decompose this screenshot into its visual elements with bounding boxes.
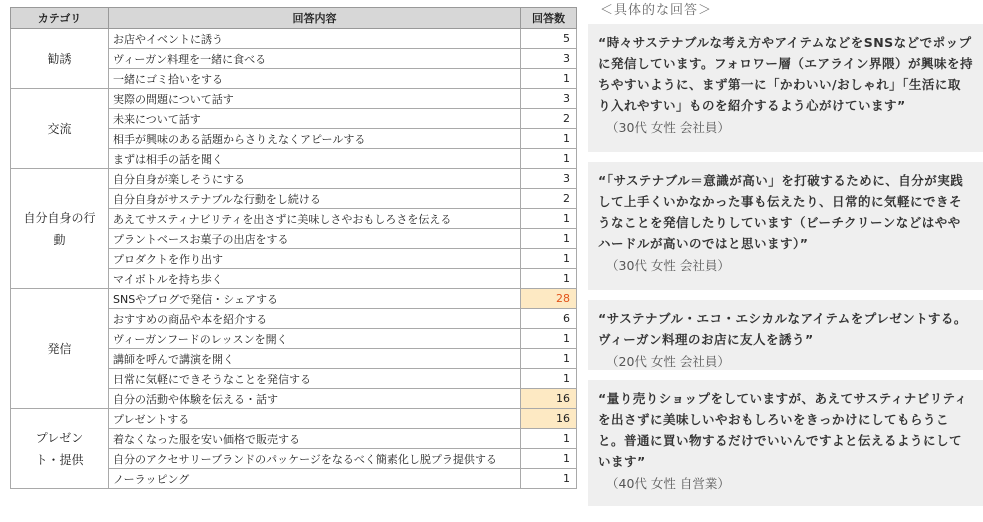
table-row: [11, 89, 577, 109]
answer-cell: お店やイベントに誘う: [109, 29, 521, 49]
answer-cell: ヴィーガン料理を一緒に食べる: [109, 49, 521, 69]
count-cell: 1: [521, 129, 577, 149]
quote-text: “量り売りショップをしていますが、あえてサスティナビリティを出さずに美味しいやおもしろいをきっかけにしてもらうこと。普通に買い物するだけでいいんですよと伝えるようにしています”: [598, 391, 968, 469]
table-row: [11, 289, 577, 309]
answer-cell: 相手が興味のある話題からさりえなくアピールする: [109, 129, 521, 149]
category-cell: プレゼント・提供: [11, 409, 109, 489]
quote-text: “時々サステナブルな考え方やアイテムなどをSNSなどでポップに発信しています。フォロワー層（エアライン界隈）が興味を持ちやすいように、まず第一に「かわいい/おしゃれ」「生活に取り入れやすい」ものを紹介するよう心がけています”: [598, 35, 974, 113]
answer-cell: プレゼントする: [109, 409, 521, 429]
answer-cell: 自分のアクセサリーブランドのパッケージをなるべく簡素化し脱プラ提供する: [109, 449, 521, 469]
count-cell: 1: [521, 209, 577, 229]
count-cell-highlight: 16: [521, 409, 577, 429]
quote-text: “「サステナブル＝意識が高い」を打破するために、自分が実践して上手くいかなかった事も伝えたり、日常的に気軽にできそうなことを発信したりしています（ビーチクリーンなどはややハードルが高いのではと思います）”: [598, 173, 964, 251]
count-cell-highlight: 28: [521, 289, 577, 309]
survey-table: [10, 7, 577, 489]
count-cell: 1: [521, 369, 577, 389]
answer-cell: SNSやブログで発信・シェアする: [109, 289, 521, 309]
count-cell: 1: [521, 69, 577, 89]
category-cell: 自分自身の行動: [11, 169, 109, 289]
answer-cell: 自分の活動や体験を伝える・話す: [109, 389, 521, 409]
quote-attribution: （30代 女性 会社員）: [606, 120, 730, 135]
category-cell: 勧誘: [11, 29, 109, 89]
answer-cell: 講師を呼んで講演を開く: [109, 349, 521, 369]
count-cell: 1: [521, 329, 577, 349]
count-cell: 5: [521, 29, 577, 49]
table-row: [11, 409, 577, 429]
answer-cell: プラントベースお菓子の出店をする: [109, 229, 521, 249]
quote-attribution: （40代 女性 自営業）: [606, 476, 730, 491]
answers-panel: [588, 0, 983, 516]
count-cell: 1: [521, 269, 577, 289]
answer-cell: ヴィーガンフードのレッスンを開く: [109, 329, 521, 349]
count-cell: 6: [521, 309, 577, 329]
count-cell: 1: [521, 429, 577, 449]
category-cell: 交流: [11, 89, 109, 169]
category-cell: 発信: [11, 289, 109, 409]
answer-cell: あえてサスティナビリティを出さずに美味しさやおもしろさを伝える: [109, 209, 521, 229]
quote-attribution: （20代 女性 会社員）: [606, 354, 730, 369]
header-answer: 回答内容: [109, 8, 521, 29]
count-cell: 1: [521, 449, 577, 469]
count-cell: 1: [521, 149, 577, 169]
count-cell: 3: [521, 49, 577, 69]
quote-card: [588, 24, 983, 152]
answer-cell: まずは相手の話を聞く: [109, 149, 521, 169]
count-cell: 2: [521, 189, 577, 209]
quote-attribution: （30代 女性 会社員）: [606, 258, 730, 273]
header-count: 回答数: [521, 8, 577, 29]
answer-cell: おすすめの商品や本を紹介する: [109, 309, 521, 329]
count-cell: 2: [521, 109, 577, 129]
answer-cell: 一緒にゴミ拾いをする: [109, 69, 521, 89]
count-cell: 1: [521, 229, 577, 249]
quote-card: [588, 380, 983, 506]
count-cell: 1: [521, 469, 577, 489]
quote-card: [588, 300, 983, 370]
answers-heading: ＜具体的な回答＞: [600, 3, 713, 18]
answer-cell: 着なくなった服を安い価格で販売する: [109, 429, 521, 449]
answer-cell: 日常に気軽にできそうなことを発信する: [109, 369, 521, 389]
count-cell-highlight: 16: [521, 389, 577, 409]
header-category: カテゴリ: [11, 8, 109, 29]
quote-text: “サステナブル・エコ・エシカルなアイテムをプレゼントする。ヴィーガン料理のお店に友人を誘う”: [598, 311, 967, 347]
answer-cell: マイボトルを持ち歩く: [109, 269, 521, 289]
answer-cell: 未来について話す: [109, 109, 521, 129]
quote-card: [588, 162, 983, 290]
answer-cell: ノーラッピング: [109, 469, 521, 489]
table-row: [11, 169, 577, 189]
count-cell: 3: [521, 89, 577, 109]
table-header-row: [11, 8, 577, 29]
answer-cell: プロダクトを作り出す: [109, 249, 521, 269]
answer-cell: 自分自身がサステナブルな行動をし続ける: [109, 189, 521, 209]
answer-cell: 実際の問題について話す: [109, 89, 521, 109]
count-cell: 1: [521, 249, 577, 269]
table-row: [11, 29, 577, 49]
answer-cell: 自分自身が楽しそうにする: [109, 169, 521, 189]
count-cell: 1: [521, 349, 577, 369]
count-cell: 3: [521, 169, 577, 189]
